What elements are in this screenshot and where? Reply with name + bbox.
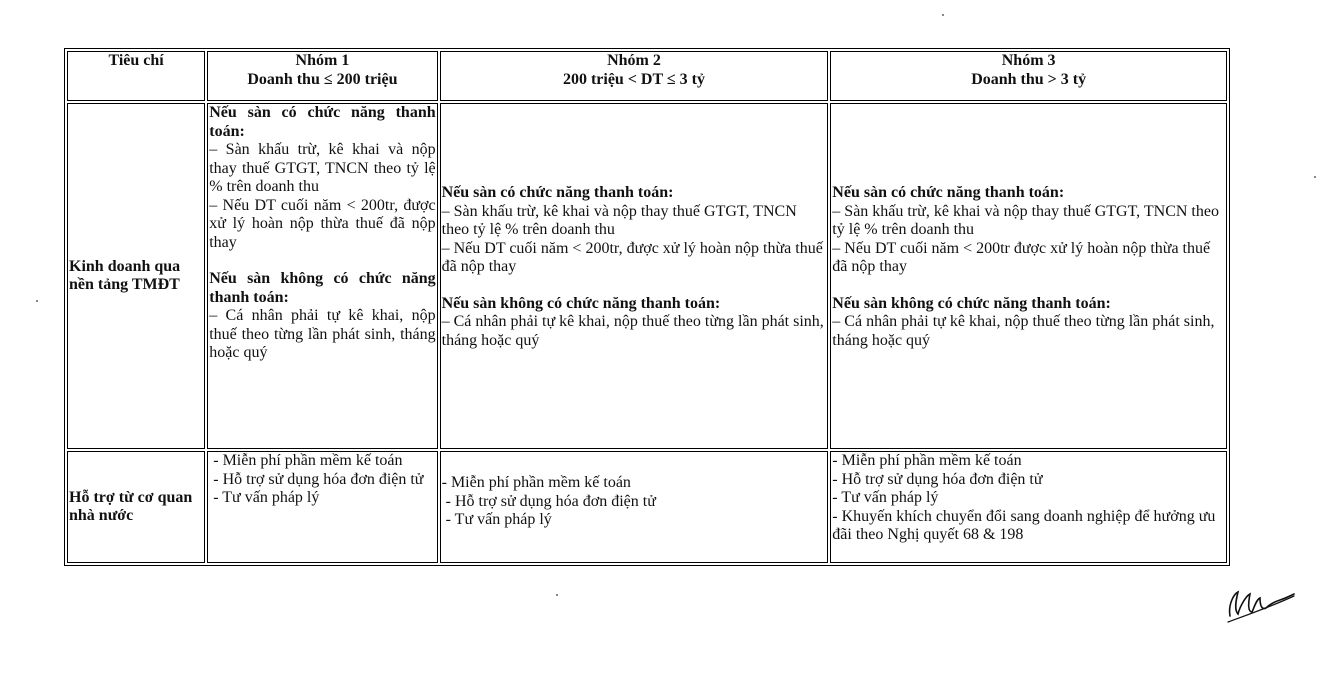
header-group-1 (207, 51, 437, 101)
tax-comparison-table (64, 48, 1230, 566)
scan-speck (1314, 176, 1316, 178)
ecommerce-group-3 (830, 103, 1227, 449)
g3-payment-item-2: – Nếu DT cuối năm < 200tr được xử lý hoàn nộp thừa thuế đã nộp thay (832, 239, 1211, 275)
spacer (209, 252, 435, 270)
ecommerce-row (67, 103, 1227, 449)
g2-payment-title: Nếu sàn có chức năng thanh toán: (441, 184, 674, 201)
g3-support-4: - Khuyến khích chuyển đổi sang doanh nghiệp để hưởng ưu đãi theo Nghị quyết 68 & 198 (832, 507, 1216, 543)
support-row (67, 451, 1227, 563)
g1-payment-title: Nếu sàn có chức năng thanh toán: (209, 104, 436, 140)
signature-icon (1224, 586, 1296, 626)
header-criteria-text: Tiêu chí (108, 52, 164, 69)
support-group-2 (440, 451, 829, 563)
g3-payment-item-1: – Sàn khấu trừ, kê khai và nộp thay thuế GTGT, TNCN theo tỷ lệ % trên doanh thu (832, 202, 1219, 238)
g1-no-payment-item-1: – Cá nhân phải tự kê khai, nộp thuế theo từng lần phát sinh, tháng hoặc quý (209, 307, 436, 361)
g3-support-3: - Tư vấn pháp lý (832, 489, 939, 506)
g2-support-3: - Tư vấn pháp lý (445, 511, 552, 529)
g2-no-payment-title: Nếu sàn không có chức năng thanh toán: (441, 294, 721, 312)
spacer (832, 277, 1225, 295)
support-group-1 (207, 451, 437, 563)
ecommerce-group-2 (440, 103, 829, 449)
g3-no-payment-item-1: – Cá nhân phải tự kê khai, nộp thuế theo từng lần phát sinh, tháng hoặc quý (832, 313, 1215, 349)
g3-payment-title: Nếu sàn có chức năng thanh toán: (832, 184, 1065, 201)
group-1-range: Doanh thu ≤ 200 triệu (247, 70, 398, 88)
support-label-text: Hỗ trợ từ cơ quan nhà nước (69, 488, 193, 524)
g2-payment-item-2: – Nếu DT cuối năm < 200tr, được xử lý hoàn nộp thừa thuế đã nộp thay (441, 239, 823, 275)
group-1-name: Nhóm 1 (295, 52, 350, 69)
g2-no-payment-item-1: – Cá nhân phải tự kê khai, nộp thuế theo từng lần phát sinh, tháng hoặc quý (441, 313, 824, 349)
ecommerce-label (67, 103, 205, 449)
header-group-2 (440, 51, 829, 101)
ecommerce-group-1 (207, 103, 437, 449)
scan-speck (36, 300, 38, 302)
group-3-name: Nhóm 3 (1001, 52, 1056, 69)
header-row (67, 51, 1227, 101)
document-page (64, 48, 1230, 566)
g1-payment-item-2: – Nếu DT cuối năm < 200tr, được xử lý hoàn nộp thừa thuế đã nộp thay (209, 196, 436, 251)
g1-support-2: - Hỗ trợ sử dụng hóa đơn điện tử (213, 470, 424, 488)
g1-support-1: - Miễn phí phần mềm kế toán (213, 452, 403, 469)
group-2-range: 200 triệu < DT ≤ 3 tỷ (562, 70, 705, 88)
g3-support-1: - Miễn phí phần mềm kế toán (832, 452, 1022, 469)
scan-speck (556, 594, 558, 596)
g2-payment-item-1: – Sàn khấu trừ, kê khai và nộp thay thuế GTGT, TNCN theo tỷ lệ % trên doanh thu (441, 202, 797, 238)
ecommerce-label-text: Kinh doanh qua nền tảng TMĐT (69, 257, 181, 293)
header-criteria (67, 51, 205, 101)
g1-payment-item-1: – Sàn khấu trừ, kê khai và nộp thay thuế GTGT, TNCN theo tỷ lệ % trên doanh thu (209, 141, 436, 195)
support-group-3 (830, 451, 1227, 563)
g2-support-2: - Hỗ trợ sử dụng hóa đơn điện tử (445, 492, 656, 510)
spacer (442, 277, 827, 295)
support-label (67, 451, 205, 563)
group-2-name: Nhóm 2 (607, 52, 661, 69)
scan-speck (942, 14, 944, 16)
g2-support-1: - Miễn phí phần mềm kế toán (441, 474, 631, 492)
g1-no-payment-title: Nếu sàn không có chức năng thanh toán: (209, 270, 436, 306)
g1-support-3: - Tư vấn pháp lý (213, 489, 320, 506)
group-3-range: Doanh thu > 3 tỷ (971, 70, 1087, 88)
header-group-3 (830, 51, 1227, 101)
g3-support-2: - Hỗ trợ sử dụng hóa đơn điện tử (832, 470, 1043, 488)
g3-no-payment-title: Nếu sàn không có chức năng thanh toán: (832, 294, 1111, 312)
